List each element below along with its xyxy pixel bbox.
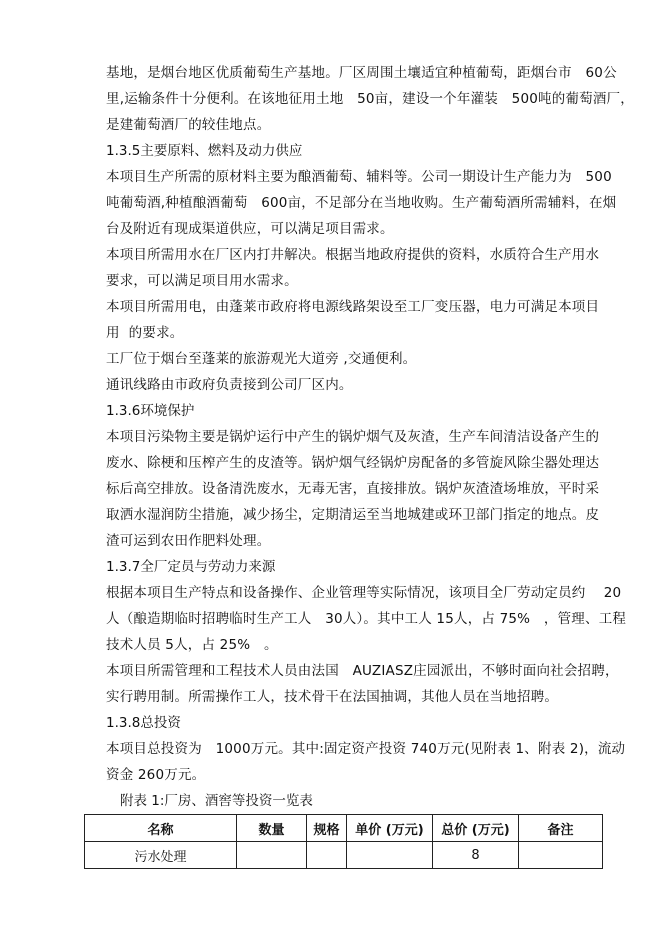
text-line: 通讯线路由市政府负责接到公司厂区内。	[106, 377, 353, 393]
text-line: 实行聘用制。所需操作工人，技术骨干在法国抽调，其他人员在当地招聘。	[106, 689, 559, 705]
text-line: 本项目所需管理和工程技术人员由法国 AUZIASZ庄园派出，不够时面向社会招聘，	[106, 663, 619, 679]
text-line: 本项目所需用电，由蓬莱市政府将电源线路架设至工厂变压器，电力可满足本项目	[106, 299, 600, 315]
investment-table	[84, 814, 603, 869]
text-line: 是建葡萄酒厂的较佳地点。	[106, 117, 271, 133]
text-line: 取洒水湿润防尘措施，减少扬尘，定期清运至当地城建或环卫部门指定的地点。皮	[106, 507, 600, 523]
column-header-quantity: 数量	[237, 815, 307, 842]
text-line: 工厂位于烟台至蓬莱的旅游观光大道旁 ,交通便利。	[106, 351, 417, 367]
text-line: 技术人员 5人，占 25% 。	[106, 637, 278, 653]
table-cell-name: 污水处理	[85, 842, 237, 869]
text-line: 本项目所需用水在厂区内打井解决。根据当地政府提供的资料，水质符合生产用水	[106, 247, 600, 263]
text-line: 要求，可以满足项目用水需求。	[106, 273, 298, 289]
table-caption: 附表 1:厂房、酒窖等投资一览表	[120, 793, 313, 809]
text-line: 资金 260万元。	[106, 767, 206, 783]
table-row	[85, 842, 603, 869]
text-line: 里,运输条件十分便利。在该地征用土地 50亩，建设一个年灌装 500吨的葡萄酒厂，	[106, 91, 634, 107]
section-heading-1-3-5: 1.3.5主要原料、燃料及动力供应	[106, 143, 303, 159]
text-line: 渣可运到农田作肥料处理。	[106, 533, 271, 549]
column-header-spec: 规格	[307, 815, 347, 842]
section-heading-1-3-6: 1.3.6环境保护	[106, 403, 195, 419]
table-cell-spec	[307, 842, 347, 869]
table-cell-remarks	[519, 842, 603, 869]
section-heading-1-3-7: 1.3.7全厂定员与劳动力来源	[106, 559, 276, 575]
table-cell-unit-price	[347, 842, 433, 869]
text-line: 根据本项目生产特点和设备操作、企业管理等实际情况，该项目全厂劳动定员约 20	[106, 585, 622, 601]
text-line: 本项目总投资为 1000万元。其中:固定资产投资 740万元(见附表 1、附表 2)，流动	[106, 741, 626, 757]
table-cell-total-price: 8	[433, 842, 519, 869]
text-line: 本项目生产所需的原材料主要为酿酒葡萄、辅料等。公司一期设计生产能力为 500	[106, 169, 612, 185]
column-header-unit-price: 单价 (万元)	[347, 815, 433, 842]
text-line: 基地，是烟台地区优质葡萄生产基地。厂区周围土壤适宜种植葡萄，距烟台市 60公	[106, 65, 617, 81]
text-line: 废水、除梗和压榨产生的皮渣等。锅炉烟气经锅炉房配备的多管旋风除尘器处理达	[106, 455, 600, 471]
section-heading-1-3-8: 1.3.8总投资	[106, 715, 181, 731]
text-line: 台及附近有现成渠道供应，可以满足项目需求。	[106, 221, 394, 237]
text-line: 吨葡萄酒,种植酿酒葡萄 600亩，不足部分在当地收购。生产葡萄酒所需辅料，在烟	[106, 195, 617, 211]
column-header-name: 名称	[85, 815, 237, 842]
text-line: 人（酿造期临时招聘临时生产工人 30人）。其中工人 15人，占 75% ，管理、工程	[106, 611, 627, 627]
column-header-remarks: 备注	[519, 815, 603, 842]
text-line: 本项目污染物主要是锅炉运行中产生的锅炉烟气及灰渣，生产车间清洁设备产生的	[106, 429, 600, 445]
text-line: 用 的要求。	[106, 325, 184, 341]
table-header-row	[85, 815, 603, 842]
table-cell-quantity	[237, 842, 307, 869]
text-line: 标后高空排放。设备清洗废水，无毒无害，直接排放。锅炉灰渣渣场堆放，平时采	[106, 481, 600, 497]
column-header-total-price: 总价 (万元)	[433, 815, 519, 842]
